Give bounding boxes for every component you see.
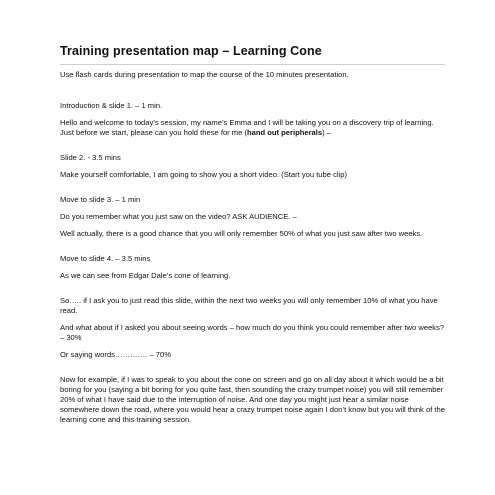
slide1-text <box>60 118 445 138</box>
page-title: Training presentation map – Learning Cone <box>60 44 322 58</box>
seeing-paragraph: And what about if I asked you about seeing words – how much do you think you could remember after two weeks? – 30% <box>60 323 445 342</box>
saying-paragraph: Or saying words…………. – 70% <box>60 350 171 359</box>
slide1-text-start: Hello and welcome to today’s session, my name’s Emma and I will be taking you on a discovery trip of learning. Just before we start, please can you hold these for me ( <box>60 118 434 137</box>
intro-text: Use flash cards during presentation to map the course of the 10 minutes presentation. <box>60 70 349 79</box>
document-body <box>60 44 445 425</box>
slide1-text-bold: hand out peripherals <box>247 128 323 137</box>
slide4-heading: Move to slide 4. – 3.5 mins <box>60 254 151 263</box>
slide1-heading: Introduction & slide 1. – 1 min. <box>60 101 163 110</box>
slide2-text: Make yourself comfortable, I am going to show you a short video. (Start you tube clip) <box>60 170 348 179</box>
slide3-heading: Move to slide 3. – 1 min <box>60 195 141 204</box>
slide2-heading: Slide 2. - 3.5 mins <box>60 153 121 162</box>
slide4-text: As we can see from Edgar Dale’s cone of learning. <box>60 271 231 280</box>
slide1-text-end: ) – <box>322 128 331 137</box>
slide3-question: Do you remember what you just saw on the video? ASK AUDIENCE. – <box>60 212 297 221</box>
final-paragraph: Now for example, if I was to speak to you about the cone on screen and go on all day about it which would be a bit boring for you (saying a bit boring for you quite fast, then sounding the crazy trumpet noise) you will still remember 20% of what I have said due to the interruption of noise. And one day you might just hear a similar noise somewhere down the road, where you would hear a crazy trumpet noise again I don’t know but you will think of the learning cone and this training session. <box>60 375 445 424</box>
slide3-text: Well actually, there is a good chance that you will only remember 50% of what you just saw after two weeks. <box>60 229 423 238</box>
reading-paragraph: So….. if I ask you to just read this slide, within the next two weeks you will only remember 10% of what you have read. <box>60 296 438 315</box>
title-divider <box>60 64 445 65</box>
